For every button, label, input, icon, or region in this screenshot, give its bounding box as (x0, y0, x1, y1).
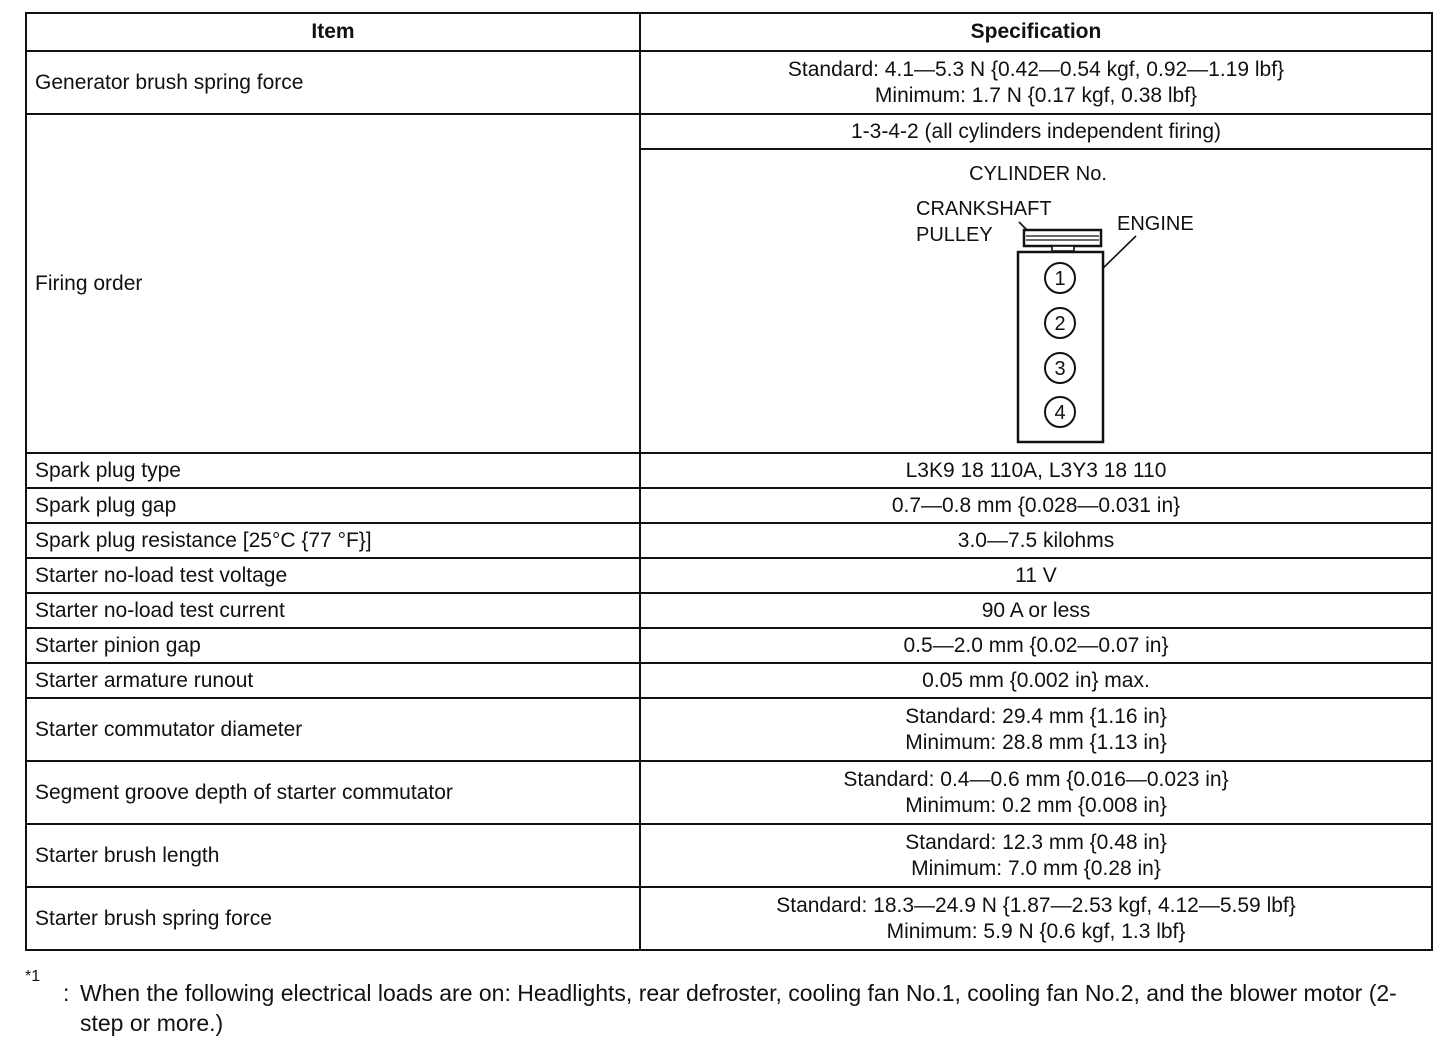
row-spec (640, 628, 1432, 663)
footnote-text: When the following electrical loads are on: Headlights, rear defroster, cooling fan No.1, cooling fan No.2, and the blower motor (2-step or more.) (80, 980, 1397, 1036)
row-spec (640, 593, 1432, 628)
header-specification: Specification (640, 13, 1432, 51)
row-item: Starter brush length (26, 824, 640, 887)
cylinder-number: 3 (1054, 358, 1066, 380)
engine-label: ENGINE (1117, 213, 1194, 235)
firing-order-diagram (836, 150, 1236, 452)
table-row (26, 698, 1432, 761)
spec-line: 0.05 mm {0.002 in} max. (922, 668, 1150, 692)
row-spec (640, 523, 1432, 558)
spec-line: Minimum: 5.9 N {0.6 kgf, 1.3 lbf} (886, 919, 1186, 943)
spec-line: Minimum: 7.0 mm {0.28 in} (911, 856, 1161, 880)
table-row (26, 488, 1432, 523)
row-item: Spark plug resistance [25°C {77 °F}] (26, 523, 640, 558)
table-row (26, 523, 1432, 558)
table-row (26, 558, 1432, 593)
row-item: Starter no-load test voltage (26, 558, 640, 593)
table-row (26, 663, 1432, 698)
table-row (26, 761, 1432, 824)
table-row (26, 51, 1432, 114)
footnote-mark: *1 (25, 968, 41, 985)
cylinder-3 (1045, 353, 1075, 383)
cylinder-4 (1045, 397, 1075, 427)
cylinder-2 (1045, 308, 1075, 338)
table-header-row (26, 13, 1432, 51)
row-spec (640, 761, 1432, 824)
row-item: Spark plug type (26, 453, 640, 488)
row-spec (640, 488, 1432, 523)
diagram-title: CYLINDER No. (969, 163, 1107, 185)
specification-table (25, 12, 1433, 951)
row-spec (640, 663, 1432, 698)
firing-order-diagram-cell (640, 149, 1432, 453)
cylinder-number: 2 (1054, 313, 1066, 335)
row-item: Starter armature runout (26, 663, 640, 698)
pulley-hub (1052, 246, 1074, 251)
spec-line: Minimum: 28.8 mm {1.13 in} (905, 730, 1167, 754)
row-spec (640, 698, 1432, 761)
spec-line: Minimum: 0.2 mm {0.008 in} (905, 793, 1167, 817)
row-spec (640, 114, 1432, 149)
row-item: Generator brush spring force (26, 51, 640, 114)
spec-line: Standard: 4.1—5.3 N {0.42—0.54 kgf, 0.92—1.19 lbf} (787, 57, 1285, 81)
spec-line: 0.7—0.8 mm {0.028—0.031 in} (891, 493, 1181, 517)
row-item: Firing order (26, 114, 640, 453)
row-spec (640, 558, 1432, 593)
spec-line: Minimum: 1.7 N {0.17 kgf, 0.38 lbf} (874, 83, 1198, 107)
cylinder-1 (1045, 263, 1075, 293)
row-item: Starter pinion gap (26, 628, 640, 663)
spec-line: Standard: 12.3 mm {0.48 in} (905, 830, 1167, 854)
spec-line: 0.5—2.0 mm {0.02—0.07 in} (903, 633, 1169, 657)
spec-line: Standard: 18.3—24.9 N {1.87—2.53 kgf, 4.12—5.59 lbf} (776, 893, 1296, 917)
crankshaft-pulley-shape (1024, 230, 1101, 246)
footnote-colon: : (63, 980, 70, 1006)
spec-line: 3.0—7.5 kilohms (957, 528, 1115, 552)
table-row (26, 593, 1432, 628)
row-item: Segment groove depth of starter commutator (26, 761, 640, 824)
table-row (26, 114, 1432, 149)
header-item: Item (26, 13, 640, 51)
crankshaft-label: CRANKSHAFT (916, 198, 1052, 220)
spec-line: Standard: 29.4 mm {1.16 in} (905, 704, 1167, 728)
spec-line: Standard: 0.4—0.6 mm {0.016—0.023 in} (843, 767, 1229, 791)
cylinder-number: 1 (1054, 268, 1066, 290)
spec-line: 1-3-4-2 (all cylinders independent firing) (850, 119, 1222, 143)
row-item: Starter commutator diameter (26, 698, 640, 761)
row-item: Spark plug gap (26, 488, 640, 523)
table-row (26, 887, 1432, 950)
row-item: Starter brush spring force (26, 887, 640, 950)
table-row (26, 453, 1432, 488)
spec-line: 11 V (1015, 563, 1057, 587)
row-spec (640, 887, 1432, 950)
row-item: Starter no-load test current (26, 593, 640, 628)
row-spec (640, 824, 1432, 887)
spec-line: L3K9 18 110A, L3Y3 18 110 (905, 458, 1167, 482)
row-spec (640, 453, 1432, 488)
cylinder-number: 4 (1054, 402, 1066, 424)
pulley-label: PULLEY (916, 224, 993, 246)
spec-line: 90 A or less (981, 598, 1091, 622)
table-row (26, 628, 1432, 663)
row-spec (640, 51, 1432, 114)
table-row (26, 824, 1432, 887)
